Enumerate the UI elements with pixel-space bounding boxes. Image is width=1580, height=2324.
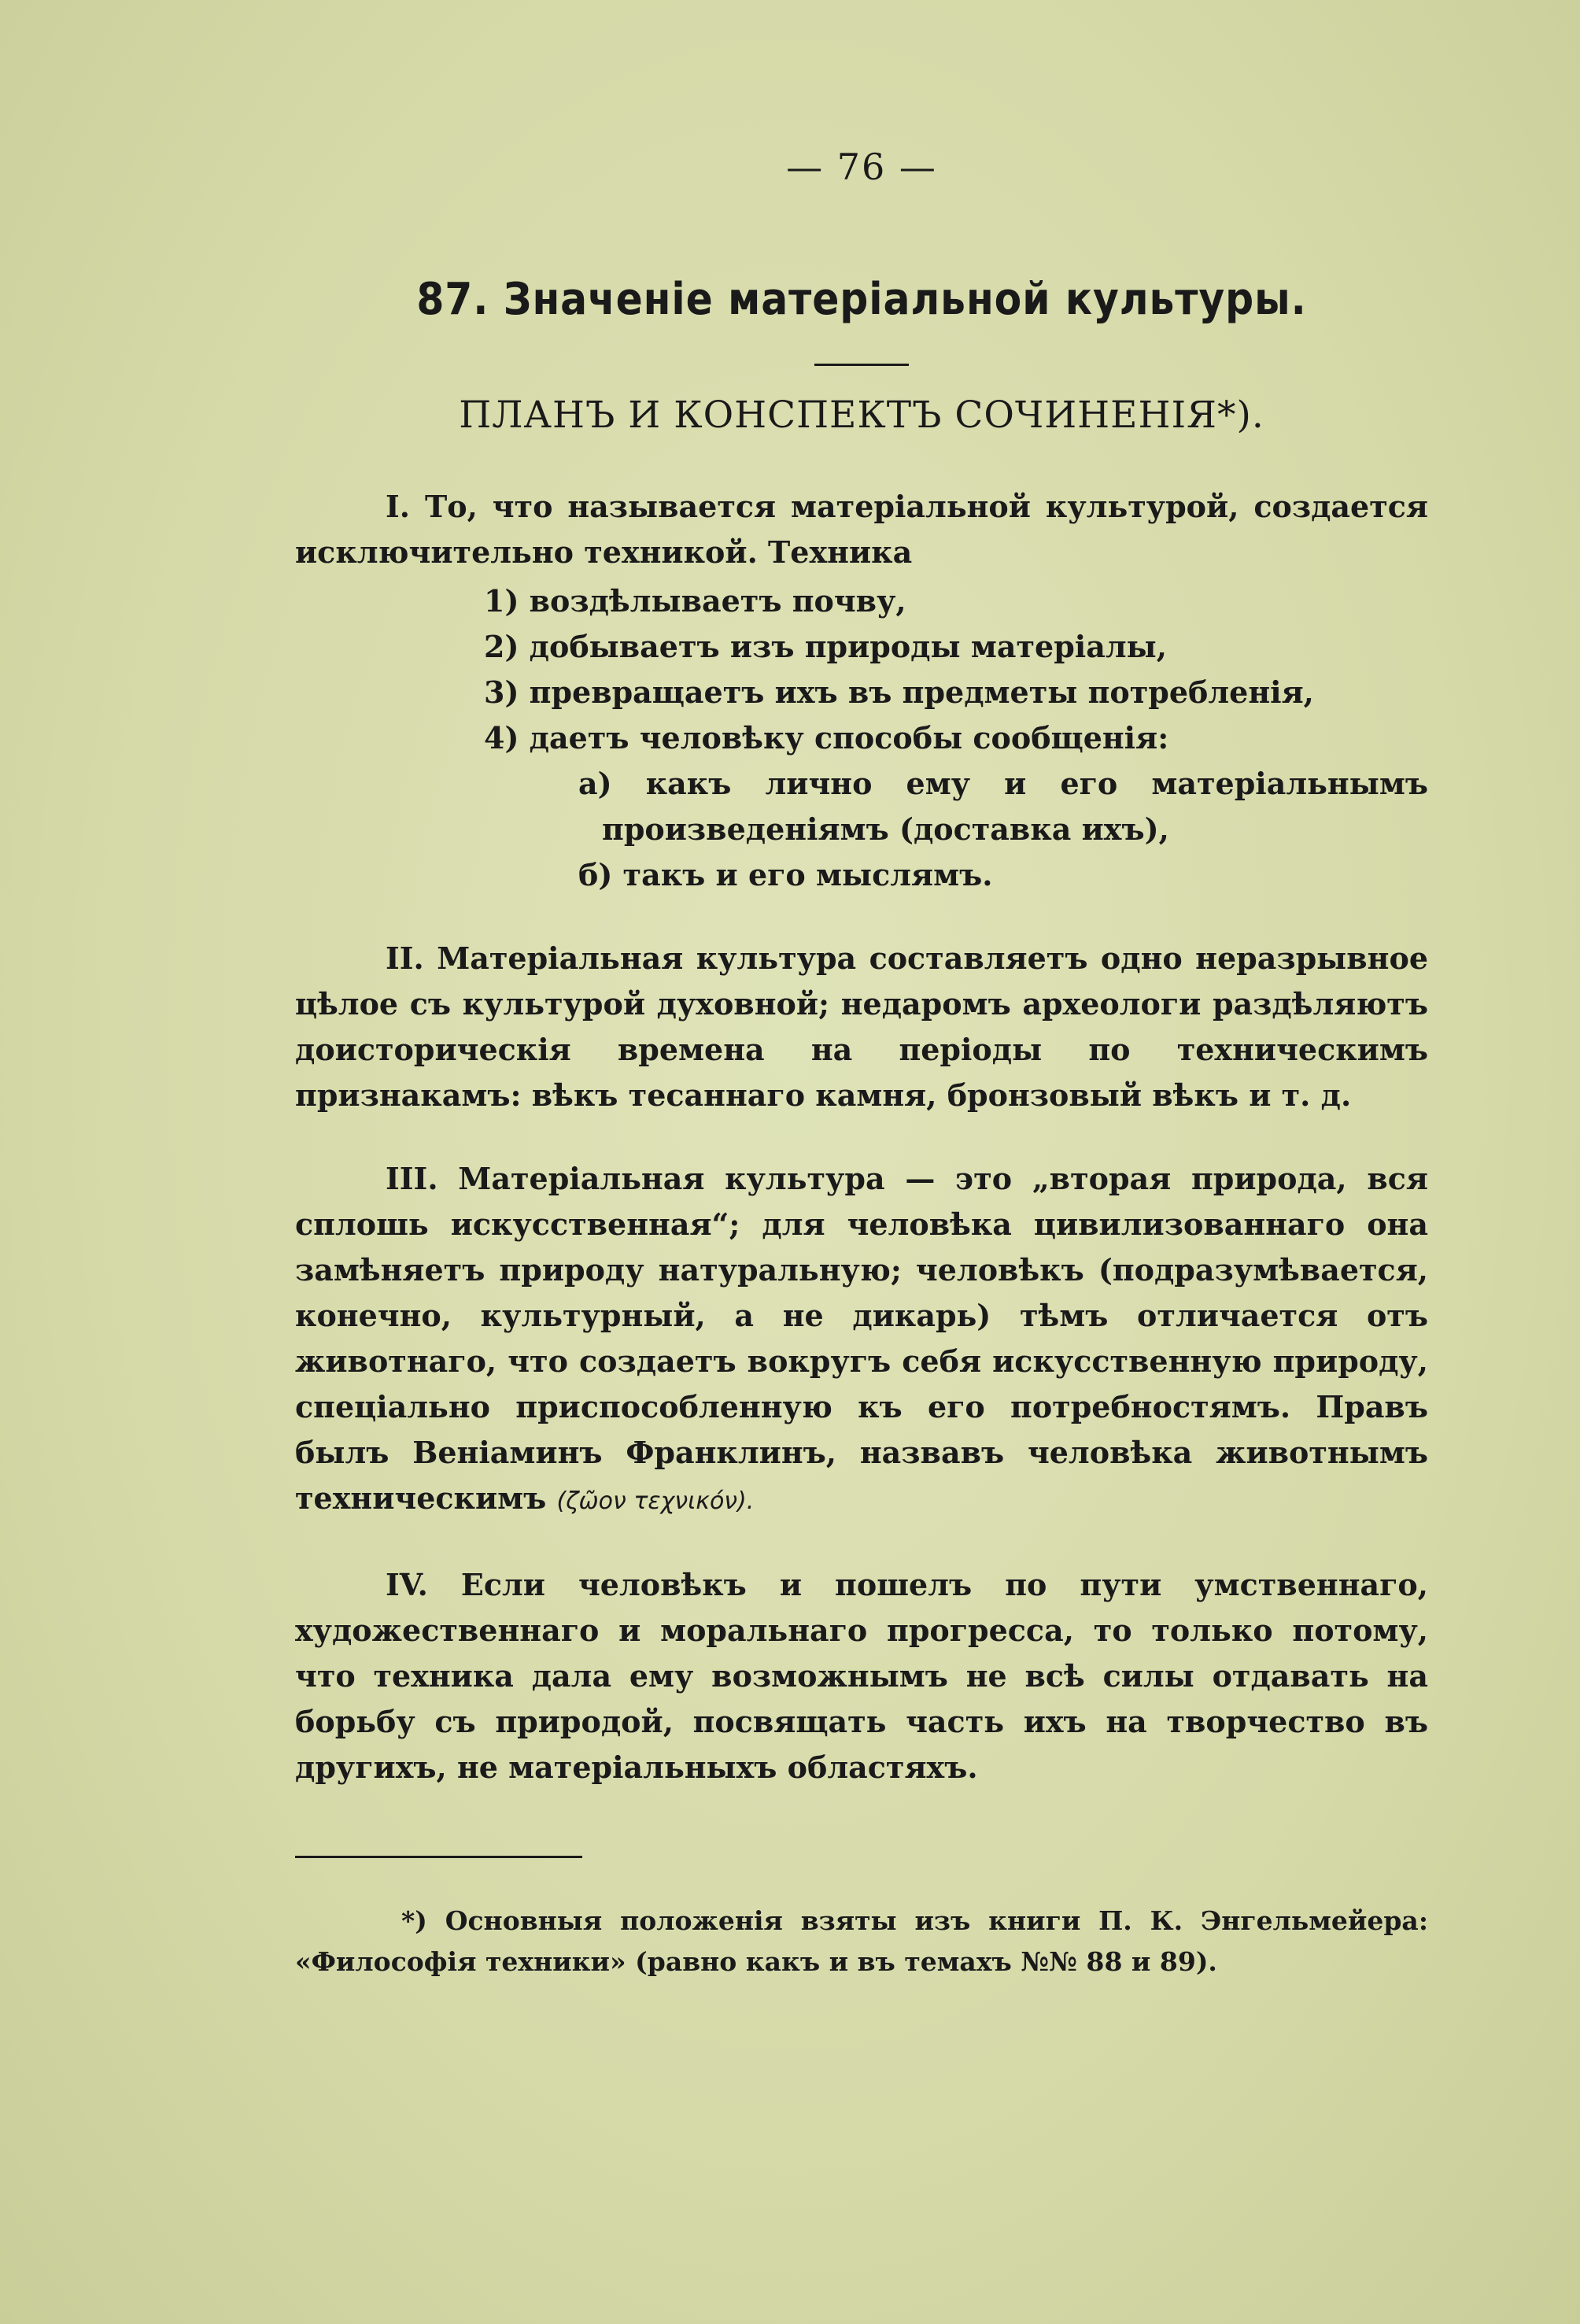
list-item: 4) даетъ человѣку способы сообщенія: xyxy=(484,720,1169,756)
sublist-item: а) какъ лично ему и его матеріальнымъ произведеніямъ (доставка ихъ), xyxy=(578,766,1428,847)
plan-subtitle: ПЛАНЪ И КОНСПЕКТЪ СОЧИНЕНІЯ*). xyxy=(459,393,1264,437)
section-3-text: III. Матеріальная культура — это „вторая природа, вся сплошь искусственная“; для человѣка цивилизованнаго она замѣняетъ природу натуральную; человѣкъ (подразумѣвается, конечно, культурный, а не дикарь) тѣмъ отличается отъ животнаго, что создаетъ вокругъ себя искусственную природу, спеціально приспособленную къ его потребностямъ. Правъ былъ Веніаминъ Франклинъ, назвавъ человѣка животнымъ техническимъ xyxy=(295,1161,1428,1516)
list-item: 1) воздѣлываетъ почву, xyxy=(484,583,906,619)
section-1-intro: I. То, что называется матеріальной культурой, создается исключительно техникой. Техника xyxy=(295,489,1428,570)
section-3 xyxy=(295,1156,1428,1524)
communication-sublist xyxy=(578,761,1428,898)
page-number: — 76 — xyxy=(786,146,937,188)
list-item: 3) превращаетъ ихъ въ предметы потребленія, xyxy=(484,674,1314,710)
section-4: IV. Если человѣкъ и пошелъ по пути умственнаго, художественнаго и моральнаго прогресса, то только потому, что техника дала ему возможнымъ не всѣ силы отдавать на борьбу съ природой, посвящать часть ихъ на творчество въ другихъ, не матеріальныхъ областяхъ. xyxy=(295,1567,1428,1785)
essay-body xyxy=(295,484,1428,1790)
technique-list xyxy=(484,578,1428,898)
footnote-divider xyxy=(295,1856,582,1858)
list-item: 2) добываетъ изъ природы матеріалы, xyxy=(484,629,1167,664)
greek-phrase: (ζῶον τεχνικόν). xyxy=(556,1487,755,1515)
section-2: II. Матеріальная культура составляетъ одно неразрывное цѣлое съ культурой духовной; недаромъ археологи раздѣляютъ доисторическія времена на періоды по техническимъ признакамъ: вѣкъ тесаннаго камня, бронзовый вѣкъ и т. д. xyxy=(295,940,1428,1113)
book-page xyxy=(295,0,1428,2324)
sublist-item: б) такъ и его мыслямъ. xyxy=(578,857,993,892)
title-divider xyxy=(814,364,909,366)
page-title: 87. Значеніе матеріальной культуры. xyxy=(416,274,1307,325)
footnote: *) Основныя положенія взяты изъ книги П. К. Энгельмейера: «Философія техники» (равно какъ и въ темахъ №№ 88 и 89). xyxy=(295,1905,1428,1977)
